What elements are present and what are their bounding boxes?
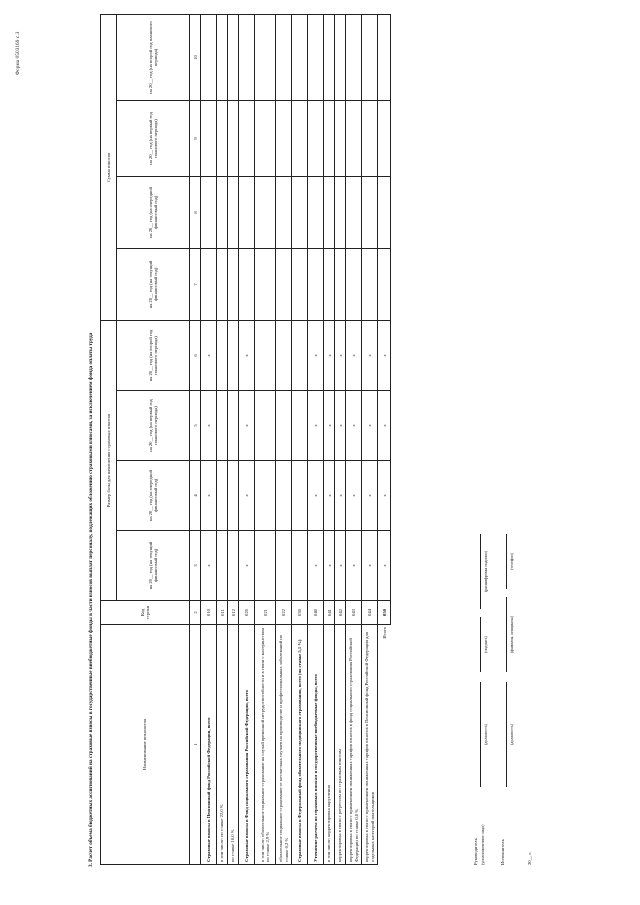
head-decoding-line (480, 534, 481, 609)
base-cell: x (346, 391, 362, 461)
head-signature-line (480, 617, 481, 672)
total-sum-cell (378, 176, 391, 248)
sum-cell (255, 100, 276, 176)
table-body (201, 14, 391, 864)
cap-signature: (подпись) (483, 636, 488, 653)
sum-cell (228, 248, 239, 320)
row-label: корректировка в связи с применением пониженных тарифов взносов в фонд социального страхования Российской Федерации по ставке 0,0 % (346, 625, 362, 865)
sum-cell (217, 100, 228, 176)
sum-cell (292, 100, 308, 176)
sum-cell (276, 14, 292, 100)
sum-cell (335, 248, 346, 320)
base-cell: x (308, 391, 324, 461)
header-sum-next: на 20__ год (на очередной финансовый год) (116, 176, 189, 248)
cap-position2: (должность) (509, 724, 514, 745)
sum-cell (255, 14, 276, 100)
table-row (217, 14, 228, 864)
sum-cell (324, 14, 335, 100)
sum-cell (276, 248, 292, 320)
header-sum-second: на 20__ год (на второй год планового периода) (116, 14, 189, 100)
sum-cell (346, 176, 362, 248)
base-cell (292, 461, 308, 531)
row-label: в том числе: обязательное социальное страхование на случай временной нетрудоспособности и в связи с материнством по ставке 2,9 % (255, 625, 276, 865)
header-base-group: Размер базы для начисления страховых взносов (101, 320, 117, 600)
head-sub-label: (уполномоченное лицо) (480, 824, 485, 865)
table-row (308, 14, 324, 864)
base-cell: x (362, 391, 378, 461)
row-label: корректировка в связи с регрессом по страховым взносам (335, 625, 346, 865)
sum-cell (346, 14, 362, 100)
sum-cell (362, 176, 378, 248)
sum-cell (201, 100, 217, 176)
row-label: Страховые взносы в Пенсионный фонд Российской Федерации, всего (201, 625, 217, 865)
row-code: 040 (308, 601, 324, 625)
cap-phone: (телефон) (509, 553, 514, 570)
col-number: 1 (190, 625, 201, 865)
row-code: 022 (276, 601, 292, 625)
sum-cell (362, 14, 378, 100)
base-cell: x (335, 531, 346, 601)
base-cell (276, 320, 292, 390)
executor-label: Исполнитель (500, 839, 505, 865)
base-cell: x (201, 531, 217, 601)
head-position-line (480, 682, 481, 787)
col-number: 9 (190, 100, 201, 176)
header-base-first: на 20__ год (на первый год планового периода) (116, 391, 189, 461)
sum-cell (308, 14, 324, 100)
header-sum-first: на 20__ год (на первый год планового периода) (116, 100, 189, 176)
base-cell: x (239, 320, 255, 390)
sum-cell (335, 14, 346, 100)
table-row (335, 14, 346, 864)
base-cell: x (346, 320, 362, 390)
table-row (346, 14, 362, 864)
executor-position-line (506, 682, 507, 787)
total-row (378, 14, 391, 864)
base-cell: x (362, 531, 378, 601)
row-code: 042 (335, 601, 346, 625)
table-row (228, 14, 239, 864)
contributions-table (100, 14, 391, 865)
sum-cell (292, 14, 308, 100)
sum-cell (324, 100, 335, 176)
base-cell: x (308, 531, 324, 601)
row-code: 021 (255, 601, 276, 625)
sum-cell (308, 248, 324, 320)
column-numbers-row (190, 14, 201, 864)
row-label: Страховые взносы в Федеральный фонд обязательного медицинского страхования, всего (по ставке 5,1 %) (292, 625, 308, 865)
row-code: 010 (201, 601, 217, 625)
base-cell: x (308, 461, 324, 531)
col-number: 2 (190, 601, 201, 625)
total-base-cell: x (378, 320, 391, 390)
sum-cell (255, 176, 276, 248)
base-cell (255, 320, 276, 390)
row-label: Уточнение расчета по страховым взносам в государственные внебюджетные фонды, всего (308, 625, 324, 865)
sum-cell (217, 14, 228, 100)
sum-cell (276, 176, 292, 248)
form-code: Форма 0503169 с.3 (16, 31, 21, 75)
sum-cell (292, 176, 308, 248)
header-base-current: на 20__ год (на текущий финансовый год) (116, 531, 189, 601)
base-cell: x (239, 461, 255, 531)
col-number: 8 (190, 176, 201, 248)
base-cell (292, 320, 308, 390)
base-cell: x (362, 461, 378, 531)
sum-cell (217, 176, 228, 248)
header-name: Наименование показателя (101, 625, 190, 865)
base-cell: x (201, 461, 217, 531)
table-row (239, 14, 255, 864)
base-cell (255, 531, 276, 601)
head-label: Руководитель (473, 838, 478, 865)
header-code: Код строки (101, 601, 190, 625)
row-code: 011 (217, 601, 228, 625)
sum-cell (239, 176, 255, 248)
section-title: 3. Расчет объема бюджетных ассигнований на страховые взносы в государственные внебюджетные фонды в части взносов выплат персоналу, подлежащих обложению страховыми взносами, за исключением фонда оплаты труда (88, 332, 94, 867)
cap-decoding: (расшифровка подписи) (483, 551, 488, 592)
header-base-next: на 20__ год (на очередной финансовый год) (116, 461, 189, 531)
base-cell (255, 461, 276, 531)
col-number: 6 (190, 320, 201, 390)
sum-cell (324, 176, 335, 248)
executor-name-line (506, 597, 507, 672)
sum-cell (228, 176, 239, 248)
row-label: Страховые взносы в Фонд социального страхования Российской Федерации, всего (239, 625, 255, 865)
base-cell (217, 320, 228, 390)
base-cell: x (324, 461, 335, 531)
row-label: в том числе: корректировка округления (324, 625, 335, 865)
row-label: обязательное социальное страхование от несчастных случаев на производстве и профессиональных заболеваний по ставке 0,2 % (276, 625, 292, 865)
base-cell (276, 531, 292, 601)
base-cell (292, 391, 308, 461)
sum-cell (239, 100, 255, 176)
sum-cell (201, 248, 217, 320)
sum-cell (201, 176, 217, 248)
base-cell (255, 391, 276, 461)
base-cell (217, 391, 228, 461)
executor-phone-line (506, 534, 507, 589)
table-row (292, 14, 308, 864)
cap-fullname: (фамилия, инициалы) (509, 616, 514, 653)
row-code: 012 (228, 601, 239, 625)
header-sum-current: на 20__ год (на текущий финансовый год) (116, 248, 189, 320)
base-cell: x (335, 461, 346, 531)
sum-cell (228, 14, 239, 100)
col-number: 3 (190, 531, 201, 601)
base-cell (228, 531, 239, 601)
sum-cell (308, 100, 324, 176)
sum-cell (292, 248, 308, 320)
base-cell: x (335, 391, 346, 461)
sum-cell (201, 14, 217, 100)
row-label: в том числе: по ставке 22,0 % (217, 625, 228, 865)
table-row (362, 14, 378, 864)
row-label: по ставке 10,0 % (228, 625, 239, 865)
total-base-cell: x (378, 531, 391, 601)
base-cell (276, 461, 292, 531)
sum-cell (239, 14, 255, 100)
base-cell (228, 320, 239, 390)
base-cell: x (324, 531, 335, 601)
col-number: 5 (190, 391, 201, 461)
sum-cell (362, 248, 378, 320)
base-cell: x (362, 320, 378, 390)
sum-cell (324, 248, 335, 320)
base-cell (217, 531, 228, 601)
base-cell: x (335, 320, 346, 390)
sum-cell (217, 248, 228, 320)
col-number: 10 (190, 14, 201, 100)
base-cell (228, 461, 239, 531)
total-base-cell: x (378, 461, 391, 531)
total-sum-cell (378, 100, 391, 176)
row-label: корректировка в связи с применением пониженных тарифов взносов в Пенсионный фонд Российской Федерации для отдельных категорий плательщиков (362, 625, 378, 865)
base-cell: x (308, 320, 324, 390)
sum-cell (276, 100, 292, 176)
col-number: 4 (190, 461, 201, 531)
total-sum-cell (378, 248, 391, 320)
table-row (255, 14, 276, 864)
total-base-cell: x (378, 391, 391, 461)
table-row (324, 14, 335, 864)
base-cell (228, 391, 239, 461)
total-sum-cell (378, 14, 391, 100)
row-code: 041 (324, 601, 335, 625)
sum-cell (346, 248, 362, 320)
total-label: Итого (378, 625, 391, 865)
row-code: 044 (362, 601, 378, 625)
cap-position: (должность) (483, 724, 488, 745)
base-cell: x (201, 391, 217, 461)
base-cell: x (346, 461, 362, 531)
row-code: 030 (292, 601, 308, 625)
row-code: 043 (346, 601, 362, 625)
sum-cell (362, 100, 378, 176)
header-sum-group: Сумма взносов (101, 14, 117, 320)
sum-cell (346, 100, 362, 176)
table-row (201, 14, 217, 864)
base-cell: x (324, 391, 335, 461)
date-line: 20__ г. (527, 852, 532, 865)
base-cell (217, 461, 228, 531)
base-cell (292, 531, 308, 601)
sum-cell (255, 248, 276, 320)
base-cell: x (201, 320, 217, 390)
sum-cell (308, 176, 324, 248)
sum-cell (228, 100, 239, 176)
header-base-second: на 20__ год (на второй год планового периода) (116, 320, 189, 390)
base-cell: x (346, 531, 362, 601)
base-cell (276, 391, 292, 461)
base-cell: x (239, 531, 255, 601)
row-code: 020 (239, 601, 255, 625)
sum-cell (335, 100, 346, 176)
base-cell: x (324, 320, 335, 390)
col-number: 7 (190, 248, 201, 320)
table-row (276, 14, 292, 864)
base-cell: x (239, 391, 255, 461)
total-code: 050 (378, 601, 391, 625)
sum-cell (239, 248, 255, 320)
sum-cell (335, 176, 346, 248)
